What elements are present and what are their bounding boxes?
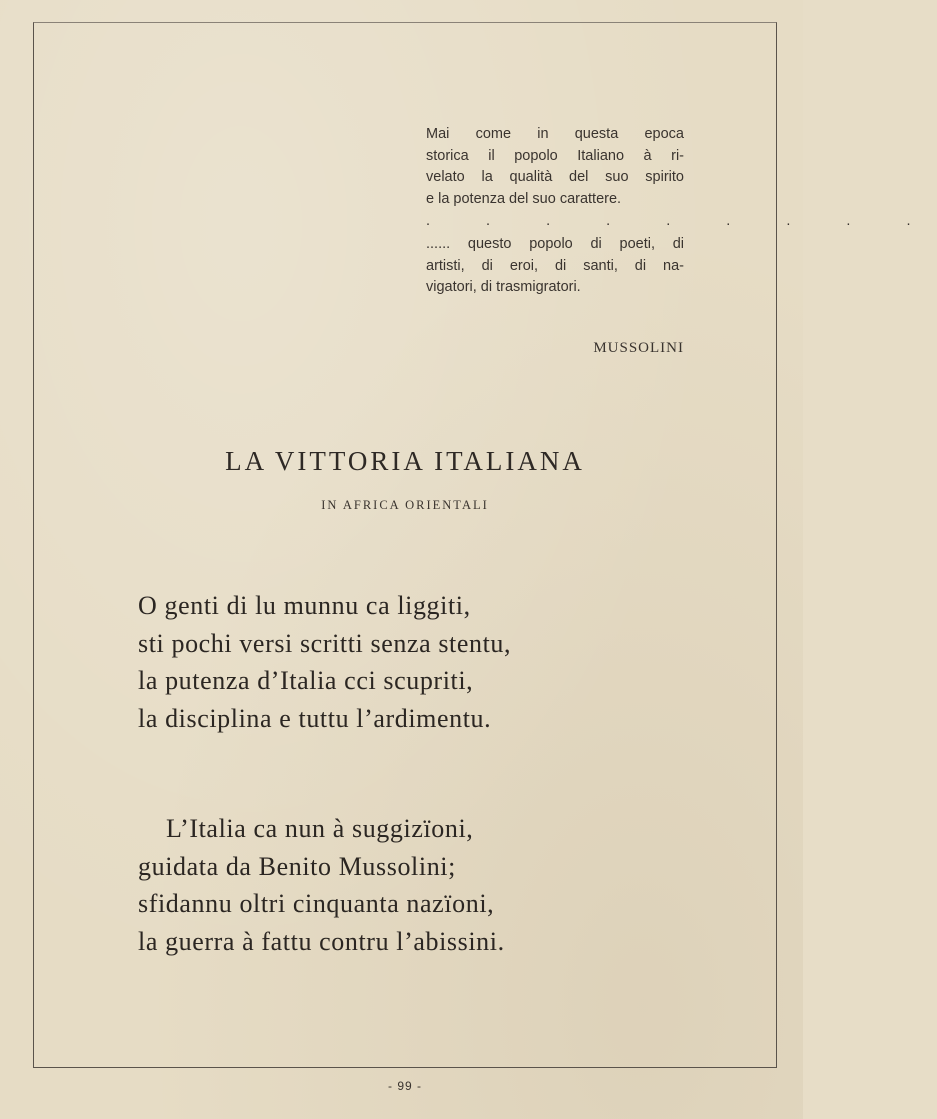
verse-line: sti pochi versi scritti senza stentu, bbox=[138, 628, 512, 658]
verse-line: sfidannu oltri cinquanta nazïoni, bbox=[138, 889, 495, 918]
epigraph-line: vigatori, di trasmigratori. bbox=[426, 279, 581, 295]
epigraph-author: MUSSOLINI bbox=[593, 340, 684, 356]
verse-line: la disciplina e tuttu l’ardimentu. bbox=[138, 703, 492, 733]
verse-line: guidata da Benito Mussolini; bbox=[138, 851, 456, 881]
page-number: - 99 - bbox=[387, 1079, 422, 1093]
epigraph-line: ...... questo popolo di poeti, di bbox=[426, 236, 684, 252]
poem-subtitle: IN AFRICA ORIENTALI bbox=[321, 498, 489, 512]
epigraph-line: artisti, di eroi, di santi, di na- bbox=[426, 257, 684, 274]
epigraph-line: velato la qualità del suo spirito bbox=[426, 169, 684, 185]
verse-line: la putenza d’Italia cci scupriti, bbox=[138, 666, 474, 695]
verse-line: la guerra à fattu contru l’abissini. bbox=[138, 926, 505, 956]
poem-stanza-1 bbox=[138, 587, 698, 737]
epigraph-quote bbox=[426, 124, 937, 299]
verse-line: O genti di lu munnu ca liggiti, bbox=[138, 591, 471, 620]
poem-title: LA VITTORIA ITALIANA bbox=[225, 446, 585, 476]
poem-stanza-2 bbox=[138, 810, 698, 960]
epigraph-line: e la potenza del suo carattere. bbox=[426, 190, 622, 207]
epigraph-line: Mai come in questa epoca bbox=[426, 126, 684, 142]
epigraph-line: storica il popolo Italiano à ri- bbox=[426, 147, 684, 164]
ellipsis-dots: . . . . . . . . . bbox=[426, 213, 937, 229]
verse-line: L’Italia ca nun à suggizïoni, bbox=[166, 814, 474, 843]
